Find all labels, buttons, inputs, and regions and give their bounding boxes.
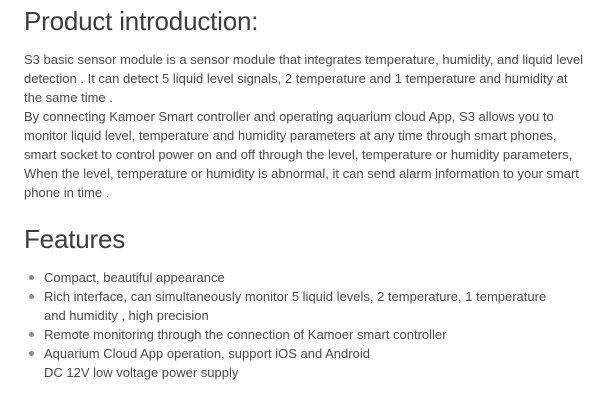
bullet-icon bbox=[29, 294, 34, 299]
feature-list-item bbox=[24, 325, 562, 344]
feature-item-text: Rich interface, can simultaneously monitor 5 liquid levels, 2 temperature, 1 temperature and humidity , high precision bbox=[44, 289, 547, 323]
bullet-icon bbox=[29, 351, 34, 356]
intro-paragraph-1: S3 basic sensor module is a sensor module that integrates temperature, humidity, and liquid level detection . It can detect 5 liquid level signals, 2 temperature and 1 temperature and humidity at the same time . bbox=[24, 52, 584, 105]
product-introduction-heading: Product introduction: bbox=[24, 6, 259, 36]
feature-footnote-text: DC 12V low voltage power supply bbox=[44, 365, 239, 380]
feature-footnote-item bbox=[24, 363, 562, 382]
bullet-icon bbox=[29, 275, 34, 280]
features-heading: Features bbox=[24, 224, 126, 254]
features-section bbox=[24, 224, 586, 382]
features-list bbox=[24, 268, 586, 382]
feature-list-item bbox=[24, 344, 562, 363]
intro-paragraph-2: By connecting Kamoer Smart controller and operating aquarium cloud App, S3 allows you to monitor liquid level, temperature and humidity parameters at any time through smart phones, smart socket to control power on and off through the level, temperature or humidity parameters, When the level, temperature or humidity is abnormal, it can send alarm information to your smart phone in time . bbox=[24, 109, 579, 200]
feature-list-item bbox=[24, 287, 562, 325]
feature-item-text: Remote monitoring through the connection of Kamoer smart controller bbox=[44, 327, 447, 342]
feature-item-text: Compact, beautiful appearance bbox=[44, 270, 225, 285]
bullet-icon bbox=[29, 332, 34, 337]
product-introduction-section bbox=[24, 6, 586, 202]
feature-list-item bbox=[24, 268, 562, 287]
feature-item-text: Aquarium Cloud App operation, support iOS and Android bbox=[44, 346, 370, 361]
